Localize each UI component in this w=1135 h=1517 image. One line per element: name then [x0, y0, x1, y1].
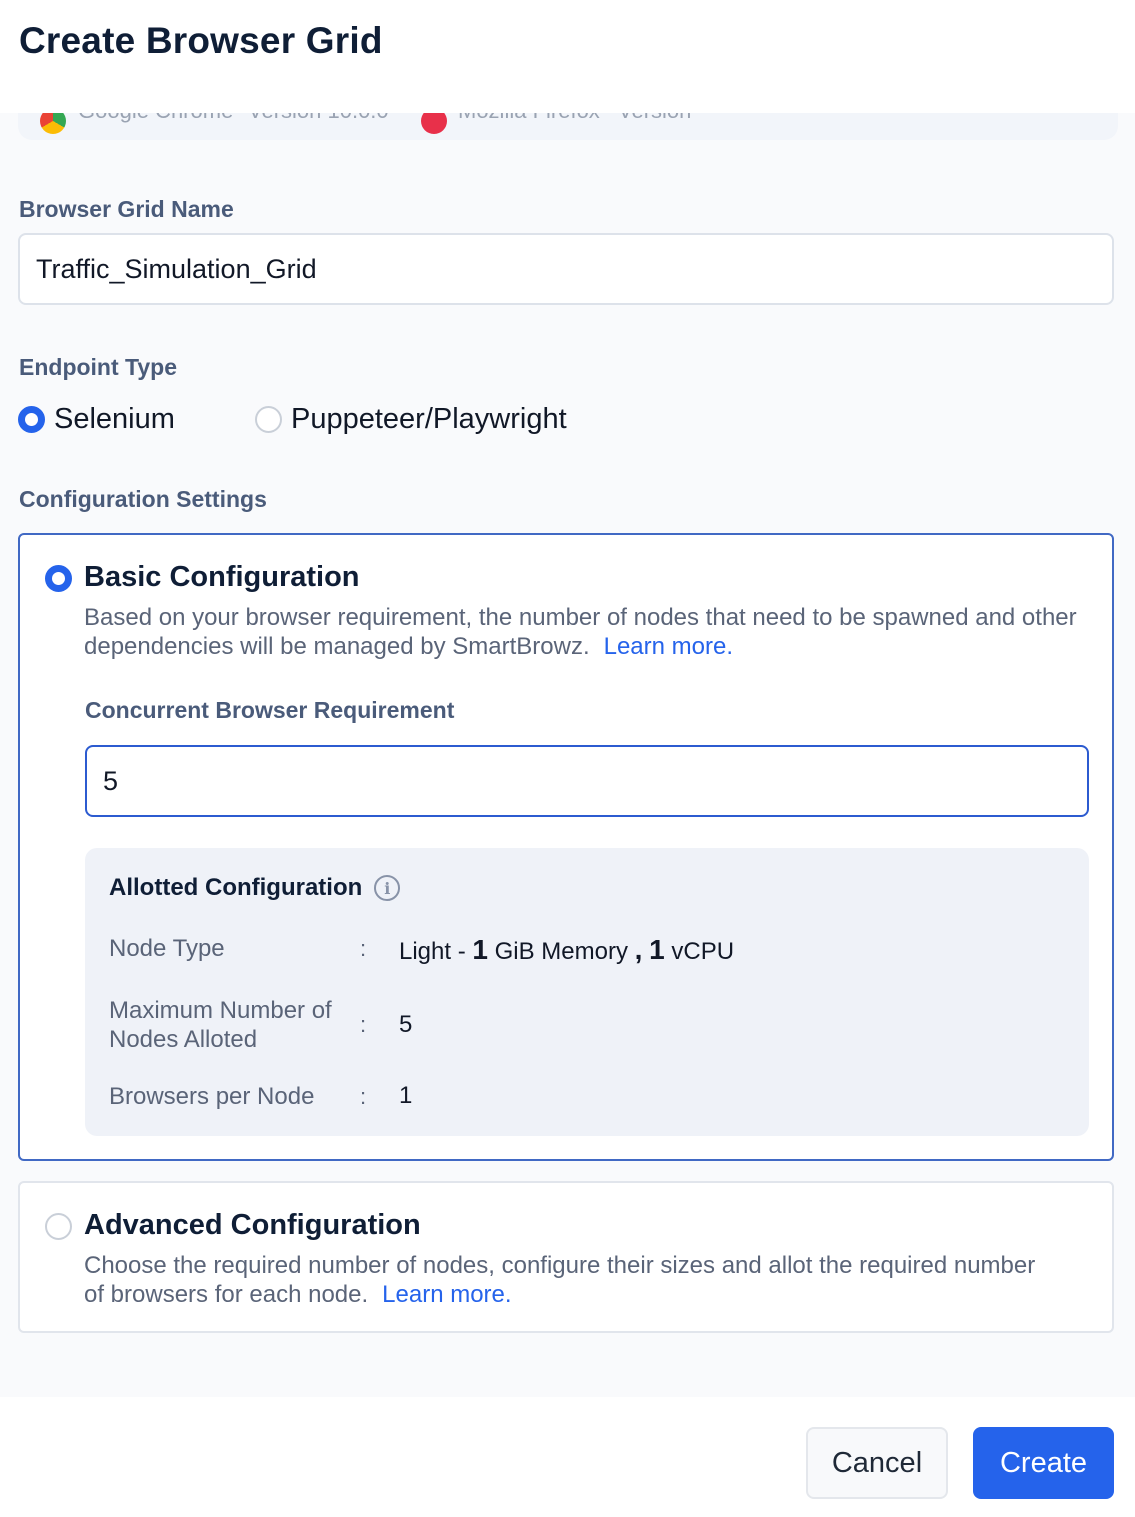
grid-name-label: Browser Grid Name [19, 196, 234, 222]
cpu-unit: vCPU [671, 938, 735, 965]
basic-config-description [84, 603, 1094, 661]
allotted-config-title-text: Allotted Configuration [109, 874, 363, 901]
endpoint-option-puppeteer[interactable] [255, 403, 567, 436]
advanced-config-radio[interactable] [45, 1213, 72, 1240]
basic-configuration-card[interactable] [18, 533, 1114, 1161]
puppeteer-radio[interactable] [255, 406, 282, 433]
advanced-configuration-card[interactable] [18, 1181, 1114, 1333]
grid-name-input[interactable] [18, 233, 1114, 305]
selenium-radio[interactable] [18, 406, 45, 433]
memory-unit: GiB Memory [494, 938, 628, 965]
concurrent-browser-label: Concurrent Browser Requirement [85, 697, 455, 723]
advanced-config-description [84, 1251, 1044, 1309]
max-nodes-value: 5 [399, 1011, 413, 1038]
concurrent-browser-input[interactable] [85, 745, 1089, 817]
info-icon[interactable]: i [374, 875, 400, 901]
page-title: Create Browser Grid [19, 20, 383, 61]
advanced-learn-more-link[interactable]: Learn more. [382, 1281, 512, 1308]
endpoint-option-selenium[interactable] [18, 403, 175, 436]
node-type-prefix: Light - [399, 938, 473, 965]
cpu-amount: 1 [649, 934, 665, 965]
basic-learn-more-link[interactable]: Learn more. [603, 633, 734, 660]
basic-config-description-text: Based on your browser requirement, the number of nodes that need to be spawned and other dependencies will be managed by SmartBrowz. [84, 604, 1077, 660]
browsers-per-node-label: Browsers per Node [109, 1083, 315, 1110]
cancel-button[interactable]: Cancel [806, 1427, 948, 1499]
modal-header [0, 0, 1135, 113]
row-colon: : [360, 936, 367, 961]
endpoint-type-label: Endpoint Type [19, 354, 178, 380]
selenium-label: Selenium [54, 403, 175, 435]
modal-footer [0, 1397, 1135, 1517]
basic-config-radio[interactable] [45, 565, 72, 592]
allotted-config-title [109, 874, 400, 902]
browsers-per-node-value: 1 [399, 1082, 413, 1109]
value-separator: , [634, 934, 643, 965]
puppeteer-label: Puppeteer/Playwright [291, 403, 567, 435]
row-colon: : [360, 1012, 367, 1037]
basic-config-title: Basic Configuration [84, 561, 360, 593]
advanced-config-description-text: Choose the required number of nodes, configure their sizes and allot the required number of browsers for each node. [84, 1252, 1036, 1308]
node-type-value [399, 934, 734, 966]
configuration-settings-label: Configuration Settings [19, 486, 267, 512]
create-button[interactable]: Create [973, 1427, 1114, 1499]
advanced-config-title: Advanced Configuration [84, 1209, 421, 1241]
max-nodes-label: Maximum Number of Nodes Alloted [109, 997, 332, 1053]
allotted-configuration-panel [85, 848, 1089, 1136]
row-colon: : [360, 1084, 367, 1109]
memory-amount: 1 [472, 934, 488, 965]
node-type-label: Node Type [109, 935, 225, 962]
